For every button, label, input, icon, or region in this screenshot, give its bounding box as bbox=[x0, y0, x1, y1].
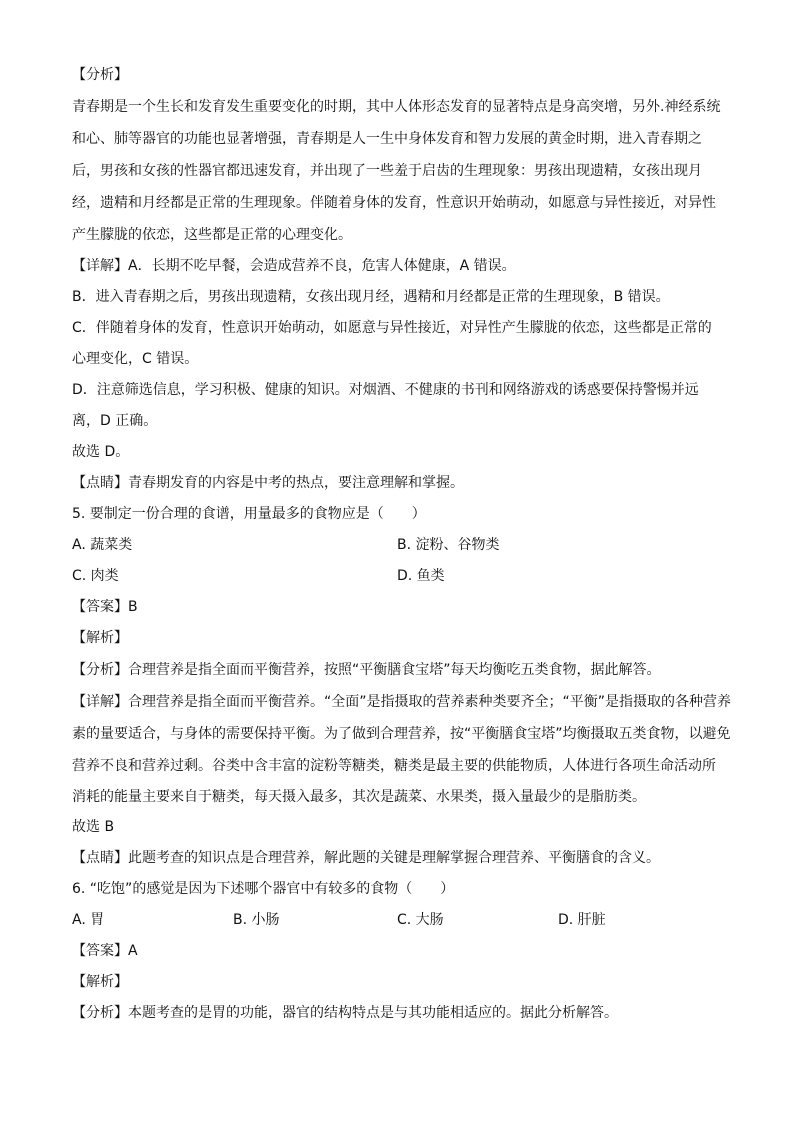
paragraph-line: 产生朦胧的依恋，这些都是正常的心理变化。 bbox=[72, 227, 352, 243]
option-d: D. 肝脏 bbox=[558, 912, 606, 928]
detail-line: 营养不良和营养过剩。谷类中含丰富的淀粉等糖类，糖类是最主要的供能物质，人体进行各项生命活动所 bbox=[72, 758, 716, 774]
jiexi-heading: 【解析】 bbox=[72, 630, 128, 646]
question-stem: 6. “吃饱”的感觉是因为下述哪个器官中有较多的食物（ ） bbox=[72, 881, 455, 897]
detail-line: 【详解】合理营养是指全面而平衡营养。“全面”是指摄取的营养素种类要齐全；“平衡”是指摄取的各种营养 bbox=[72, 694, 732, 710]
question-stem: 5. 要制定一份合理的食谱，用量最多的食物应是（ ） bbox=[72, 506, 426, 522]
comment-line: 【点睛】此题考查的知识点是合理营养，解此题的关键是理解掌握合理营养、平衡膳食的含义。 bbox=[72, 850, 660, 866]
detail-line: 心理变化，C 错误。 bbox=[72, 351, 199, 367]
detail-line: 消耗的能量主要来自于糖类，每天摄入最多，其次是蔬菜、水果类，摄入量最少的是脂肪类。 bbox=[72, 789, 646, 805]
option-b: B. 小肠 bbox=[233, 912, 280, 928]
detail-line: 【详解】A．长期不吃早餐，会造成营养不良，危害人体健康，A 错误。 bbox=[72, 258, 516, 274]
jiexi-heading: 【解析】 bbox=[72, 974, 128, 990]
option-c: C. 大肠 bbox=[397, 912, 444, 928]
detail-line: C．伴随着身体的发育，性意识开始萌动，如愿意与异性接近，对异性产生朦胧的依恋，这些都是正常的 bbox=[72, 320, 712, 336]
conclusion-line: 故选 D。 bbox=[72, 444, 130, 460]
analysis-line: 【分析】合理营养是指全面而平衡营养，按照“平衡膳食宝塔”每天均衡吃五类食物，据此解答。 bbox=[72, 662, 661, 678]
option-a: A. 蔬菜类 bbox=[72, 537, 133, 553]
paragraph-line: 经，遗精和月经都是正常的生理现象。伴随着身体的发育，性意识开始萌动，如愿意与异性接近，对异性 bbox=[72, 195, 716, 211]
option-d: D. 鱼类 bbox=[397, 568, 445, 584]
option-c: C. 肉类 bbox=[72, 568, 119, 584]
option-a: A. 胃 bbox=[72, 912, 105, 928]
detail-line: 离，D 正确。 bbox=[72, 413, 158, 429]
comment-line: 【点睛】青春期发育的内容是中考的热点，要注意理解和掌握。 bbox=[72, 475, 464, 491]
detail-line: 素的量要适合，与身体的需要保持平衡。为了做到合理营养，按“平衡膳食宝塔”均衡摄取五类食物，以避免 bbox=[72, 726, 731, 742]
detail-line: D．注意筛选信息，学习积极、健康的知识。对烟酒、不健康的书刊和网络游戏的诱惑要保持警惕并远 bbox=[72, 382, 699, 398]
paragraph-line: 青春期是一个生长和发育发生重要变化的时期，其中人体形态发育的显著特点是身高突增，另外.神经系统 bbox=[72, 99, 721, 115]
answer-line: 【答案】B bbox=[72, 599, 138, 615]
conclusion-line: 故选 B bbox=[72, 819, 115, 835]
detail-line: B．进入青春期之后，男孩出现遗精，女孩出现月经，遇精和月经都是正常的生理现象，B 错误。 bbox=[72, 289, 670, 305]
answer-line: 【答案】A bbox=[72, 943, 138, 959]
paragraph-line: 和心、肺等器官的功能也显著增强，青春期是人一生中身体发育和智力发展的黄金时期，进入青春期之 bbox=[72, 131, 702, 147]
paragraph-line: 后，男孩和女孩的性器官都迅速发育，并出现了一些羞于启齿的生理现象：男孩出现遗精，女孩出现月 bbox=[72, 163, 702, 179]
analysis-line: 【分析】本题考查的是胃的功能，器官的结构特点是与其功能相适应的。据此分析解答。 bbox=[72, 1005, 618, 1021]
analysis-heading: 【分析】 bbox=[72, 67, 128, 83]
option-b: B. 淀粉、谷物类 bbox=[397, 537, 500, 553]
